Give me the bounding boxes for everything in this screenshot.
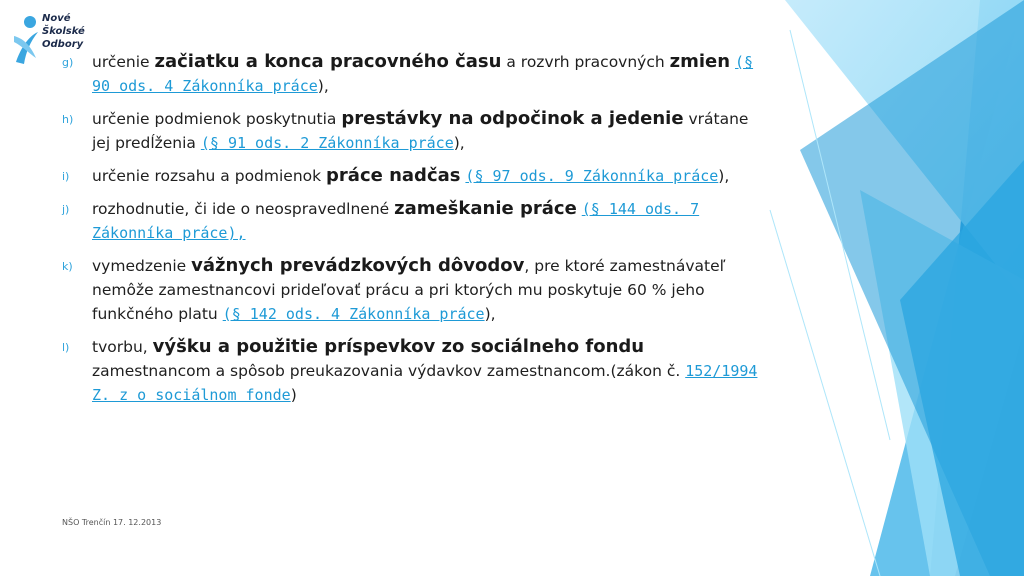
- item-text: určenie: [92, 53, 155, 71]
- item-text: tvorbu,: [92, 338, 153, 356]
- item-text: ),: [453, 134, 465, 152]
- item-text: určenie podmienok poskytnutia: [92, 110, 342, 128]
- ribbon-person-icon: [12, 14, 42, 66]
- item-text: rozhodnutie, či ide o neospravedlnené: [92, 200, 395, 218]
- logo-line-3: Odbory: [42, 39, 84, 50]
- law-link[interactable]: (§ 97 ods. 9 Zákonníka práce: [465, 167, 719, 185]
- item-text: ),: [317, 77, 329, 95]
- law-link[interactable]: (§ 91 ods. 2 Zákonníka práce: [200, 134, 454, 152]
- list-item: [62, 335, 762, 407]
- item-text: , pre ktoré zamestnávateľ nemôže zamestnancovi prideľovať prácu a pri ktorých mu poskytuje 60 % jeho funkčného platu: [92, 257, 726, 323]
- list-item: [62, 197, 762, 245]
- item-bold-text: výšku a použitie príspevkov zo sociálneho fondu: [152, 336, 645, 357]
- item-text: ),: [718, 167, 730, 185]
- list-item: [62, 254, 762, 326]
- list-marker: l): [62, 341, 70, 354]
- item-text: a rozvrh pracovných: [501, 53, 670, 71]
- item-text: zamestnancom a spôsob preukazovania výdavkov zamestnancom.(zákon č.: [92, 362, 686, 380]
- logo-line-2: Školské: [42, 26, 85, 37]
- item-bold-text: začiatku a konca pracovného času: [154, 51, 502, 72]
- law-link[interactable]: (§ 144 ods. 7 Zákonníka práce),: [92, 200, 700, 242]
- item-text: vymedzenie: [92, 257, 192, 275]
- item-bold-text: vážnych prevádzkových dôvodov: [191, 255, 525, 276]
- law-link[interactable]: (§ 142 ods. 4 Zákonníka práce: [222, 305, 485, 323]
- slide-footer: NŠO Trenčín 17. 12.2013: [62, 518, 162, 527]
- item-text: určenie rozsahu a podmienok: [92, 167, 327, 185]
- logo-line-1: Nové: [42, 13, 71, 24]
- list-item: [62, 164, 762, 188]
- item-text: ),: [484, 305, 496, 323]
- list-marker: j): [62, 203, 70, 216]
- item-bold-text: práce nadčas: [326, 165, 461, 186]
- item-bold-text: prestávky na odpočinok a jedenie: [341, 108, 684, 129]
- law-link[interactable]: 152/1994 Z. z o sociálnom fonde: [92, 362, 758, 404]
- item-text: vrátane jej predĺženia: [92, 110, 749, 152]
- item-bold-text: zmien: [669, 51, 731, 72]
- content-list: [62, 50, 762, 416]
- list-marker: g): [62, 56, 74, 69]
- list-item: [62, 50, 762, 98]
- list-item: [62, 107, 762, 155]
- list-marker: h): [62, 113, 74, 126]
- list-marker: i): [62, 170, 70, 183]
- law-link[interactable]: (§ 90 ods. 4 Zákonníka práce: [92, 53, 754, 95]
- list-marker: k): [62, 260, 73, 273]
- item-bold-text: zameškanie práce: [394, 198, 577, 219]
- item-text: ): [290, 386, 297, 404]
